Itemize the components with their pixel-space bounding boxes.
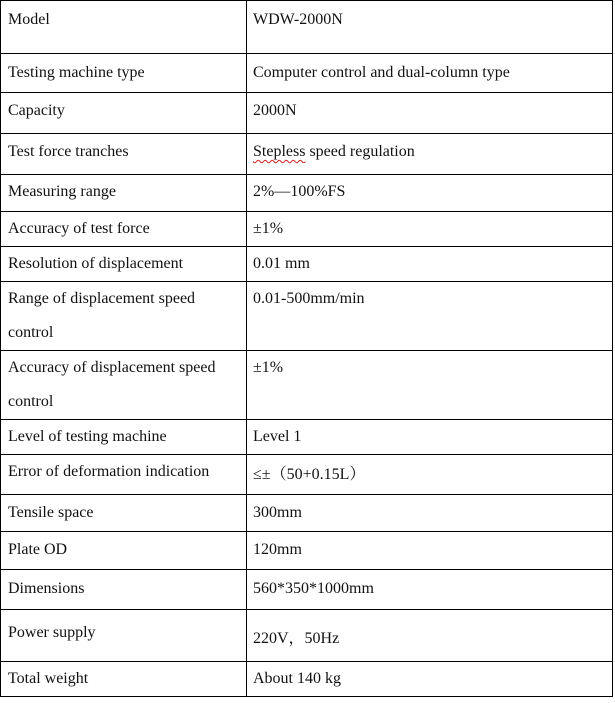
row-label: Resolution of displacement <box>1 247 247 282</box>
row-value: 560*350*1000mm <box>247 570 613 610</box>
table-row <box>1 495 613 532</box>
table-row <box>1 282 613 351</box>
row-label: Test force tranches <box>1 134 247 175</box>
row-label: Model <box>1 1 247 54</box>
row-value: ±1% <box>247 212 613 247</box>
row-label: Accuracy of test force <box>1 212 247 247</box>
table-row <box>1 455 613 495</box>
table-row <box>1 93 613 134</box>
table-row <box>1 420 613 455</box>
row-label: Power supply <box>1 610 247 662</box>
row-value: WDW-2000N <box>247 1 613 54</box>
table-row <box>1 54 613 93</box>
row-label: Capacity <box>1 93 247 134</box>
row-value: 0.01-500mm/min <box>247 282 613 351</box>
row-label: Error of deformation indication <box>1 455 247 495</box>
row-value: Computer control and dual-column type <box>247 54 613 93</box>
row-value: 300mm <box>247 495 613 532</box>
spelling-flagged-word: Stepless <box>253 143 306 160</box>
table-row <box>1 134 613 175</box>
row-value: 2000N <box>247 93 613 134</box>
row-value: 220V，50Hz <box>247 610 613 662</box>
row-label: Testing machine type <box>1 54 247 93</box>
row-label: Total weight <box>1 662 247 697</box>
row-value: About 140 kg <box>247 662 613 697</box>
row-value: 120mm <box>247 532 613 570</box>
row-label: Tensile space <box>1 495 247 532</box>
table-row <box>1 212 613 247</box>
row-value: ≤±（50+0.15L） <box>247 455 613 495</box>
row-label: Level of testing machine <box>1 420 247 455</box>
row-label: Dimensions <box>1 570 247 610</box>
row-value: Level 1 <box>247 420 613 455</box>
row-value: 0.01 mm <box>247 247 613 282</box>
table-row <box>1 610 613 662</box>
table-row <box>1 247 613 282</box>
table-row <box>1 1 613 54</box>
row-value-rest: speed regulation <box>305 143 415 160</box>
table-row <box>1 570 613 610</box>
row-label: Plate OD <box>1 532 247 570</box>
row-value: 2%—100%FS <box>247 175 613 212</box>
table-row <box>1 175 613 212</box>
table-row <box>1 351 613 420</box>
row-value <box>247 134 613 175</box>
table-row <box>1 662 613 697</box>
row-label: Range of displacement speed control <box>1 282 247 351</box>
row-label: Measuring range <box>1 175 247 212</box>
row-label: Accuracy of displacement speed control <box>1 351 247 420</box>
row-value: ±1% <box>247 351 613 420</box>
table-row <box>1 532 613 570</box>
